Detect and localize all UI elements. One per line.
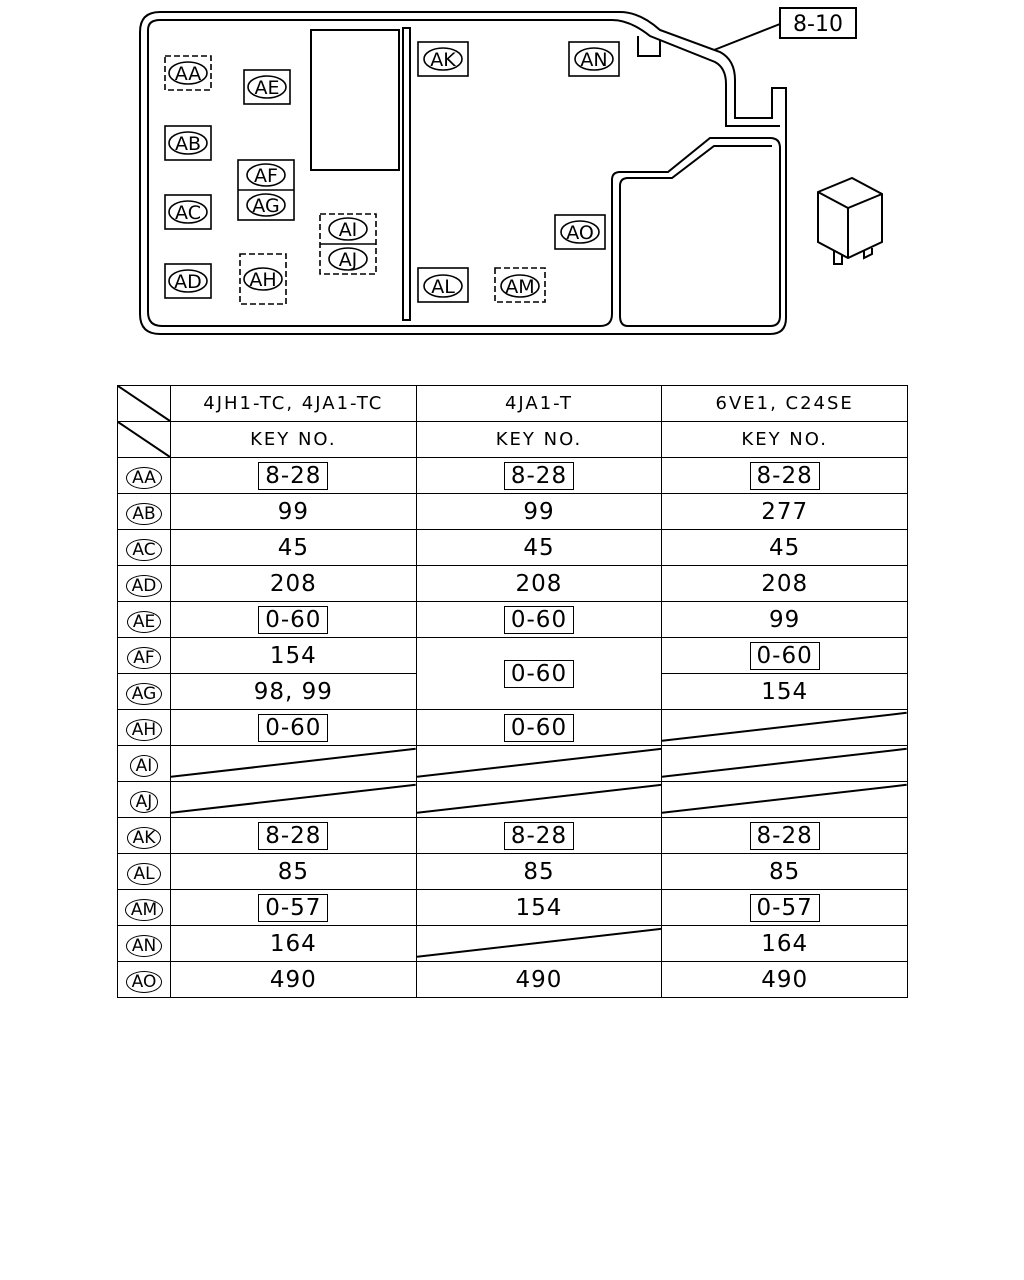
- key-value: 85: [769, 858, 801, 885]
- row-code-label: AD: [126, 575, 163, 597]
- reference-label: 8-10: [793, 12, 843, 37]
- connector-label-ah: AH: [249, 269, 277, 291]
- key-cell: [416, 926, 662, 962]
- table-row: [118, 530, 908, 566]
- table-row: [118, 602, 908, 638]
- key-value: 0-60: [258, 606, 328, 634]
- table-row: [118, 926, 908, 962]
- key-cell: [662, 890, 908, 926]
- model-header: 4JA1-T: [416, 386, 662, 422]
- table-row: [118, 494, 908, 530]
- key-cell: [171, 494, 417, 530]
- row-code-label: AO: [126, 971, 163, 993]
- key-cell: [416, 530, 662, 566]
- row-code-label: AN: [126, 935, 162, 957]
- row-code: [118, 674, 171, 710]
- key-value: 154: [269, 642, 317, 669]
- key-value: 154: [761, 678, 809, 705]
- key-cell: [171, 854, 417, 890]
- connector-label-ab: AB: [174, 133, 202, 155]
- key-value: 8-28: [750, 462, 820, 490]
- connector-label-af: AF: [254, 165, 278, 187]
- key-cell: [662, 710, 908, 746]
- key-value: 0-60: [504, 660, 574, 688]
- row-code-label: AA: [126, 467, 162, 489]
- row-code: [118, 494, 171, 530]
- key-value: 208: [515, 570, 563, 597]
- key-value: 85: [277, 858, 309, 885]
- row-code-label: AH: [126, 719, 162, 741]
- key-value: 0-60: [504, 606, 574, 634]
- row-code-label: AI: [130, 755, 159, 777]
- table-row: [118, 746, 908, 782]
- key-value: 0-60: [504, 714, 574, 742]
- row-code: [118, 854, 171, 890]
- key-value: 164: [761, 930, 809, 957]
- key-cell: [662, 530, 908, 566]
- relay-box-diagram: [0, 0, 1024, 360]
- row-code-label: AB: [126, 503, 161, 525]
- key-cell: [662, 926, 908, 962]
- connector-label-aa: AA: [174, 63, 202, 85]
- connector-label-ad: AD: [174, 271, 202, 293]
- key-value: 45: [769, 534, 801, 561]
- key-cell: [171, 818, 417, 854]
- row-code-label: AJ: [130, 791, 159, 813]
- key-value: 99: [769, 606, 801, 633]
- row-code: [118, 782, 171, 818]
- key-cell: [171, 566, 417, 602]
- key-value: 8-28: [258, 462, 328, 490]
- key-cell: [171, 710, 417, 746]
- key-cell: [416, 890, 662, 926]
- subheader-row: [118, 422, 908, 458]
- key-cell: [171, 530, 417, 566]
- row-code: [118, 530, 171, 566]
- table-row: [118, 782, 908, 818]
- key-cell: [662, 458, 908, 494]
- key-cell: [416, 638, 662, 710]
- key-cell: [662, 638, 908, 674]
- row-code: [118, 746, 171, 782]
- key-value: 0-60: [750, 642, 820, 670]
- table-row: [118, 854, 908, 890]
- key-cell: [662, 962, 908, 998]
- key-value: 45: [277, 534, 309, 561]
- key-value: 490: [761, 966, 809, 993]
- key-cell: [662, 854, 908, 890]
- table-row: [118, 566, 908, 602]
- key-cell: [416, 854, 662, 890]
- key-value: 99: [523, 498, 555, 525]
- model-header: 6VE1, C24SE: [662, 386, 908, 422]
- key-cell: [662, 746, 908, 782]
- key-cell: [171, 926, 417, 962]
- row-code: [118, 638, 171, 674]
- key-value: 99: [277, 498, 309, 525]
- row-code-label: AM: [125, 899, 163, 921]
- key-cell: [416, 746, 662, 782]
- row-code: [118, 818, 171, 854]
- connector-label-am: AM: [505, 276, 535, 298]
- key-cell: [416, 962, 662, 998]
- key-no-header: KEY NO.: [171, 422, 417, 458]
- row-code: [118, 710, 171, 746]
- row-code: [118, 602, 171, 638]
- housing-outline: [140, 12, 786, 334]
- key-value: 277: [761, 498, 809, 525]
- key-cell: [416, 710, 662, 746]
- key-no-header: KEY NO.: [662, 422, 908, 458]
- key-cell: [171, 890, 417, 926]
- key-value: 85: [523, 858, 555, 885]
- model-header: 4JH1-TC, 4JA1-TC: [171, 386, 417, 422]
- header-row: [118, 386, 908, 422]
- key-cell: [662, 782, 908, 818]
- row-code-label: AE: [127, 611, 161, 633]
- row-code-label: AF: [127, 647, 160, 669]
- key-number-table: [117, 385, 908, 998]
- key-cell: [662, 494, 908, 530]
- key-cell: [662, 602, 908, 638]
- key-value: 98, 99: [253, 678, 333, 705]
- key-value: 208: [269, 570, 317, 597]
- corner-cell: [118, 386, 171, 422]
- key-cell: [171, 674, 417, 710]
- table-row: [118, 638, 908, 674]
- relay-icon: [818, 178, 882, 264]
- key-cell: [416, 782, 662, 818]
- corner-cell: [118, 422, 171, 458]
- row-code-label: AK: [127, 827, 162, 849]
- key-no-header: KEY NO.: [416, 422, 662, 458]
- connector-label-ai: AI: [338, 219, 358, 241]
- key-cell: [416, 458, 662, 494]
- row-code-label: AL: [127, 863, 160, 885]
- key-cell: [171, 458, 417, 494]
- row-code-label: AC: [126, 539, 161, 561]
- key-value: 490: [515, 966, 563, 993]
- table-row: [118, 710, 908, 746]
- key-value: 45: [523, 534, 555, 561]
- key-cell: [416, 566, 662, 602]
- connector-label-an: AN: [580, 49, 608, 71]
- connector-label-al: AL: [431, 276, 455, 298]
- key-cell: [171, 962, 417, 998]
- row-code: [118, 962, 171, 998]
- key-value: 164: [269, 930, 317, 957]
- key-cell: [662, 674, 908, 710]
- row-code: [118, 926, 171, 962]
- row-code: [118, 566, 171, 602]
- key-cell: [416, 602, 662, 638]
- key-value: 0-57: [258, 894, 328, 922]
- key-cell: [171, 638, 417, 674]
- key-cell: [171, 782, 417, 818]
- table-row: [118, 458, 908, 494]
- key-value: 0-57: [750, 894, 820, 922]
- key-value: 154: [515, 894, 563, 921]
- row-code-label: AG: [126, 683, 163, 705]
- key-value: 0-60: [258, 714, 328, 742]
- key-value: 8-28: [750, 822, 820, 850]
- table-row: [118, 890, 908, 926]
- key-value: 8-28: [258, 822, 328, 850]
- key-cell: [662, 566, 908, 602]
- key-value: 8-28: [504, 462, 574, 490]
- key-value: 8-28: [504, 822, 574, 850]
- connector-label-ao: AO: [566, 222, 594, 244]
- table-row: [118, 962, 908, 998]
- connector-label-ac: AC: [175, 202, 201, 224]
- key-cell: [171, 746, 417, 782]
- key-value: 490: [269, 966, 317, 993]
- table-row: [118, 818, 908, 854]
- key-cell: [416, 818, 662, 854]
- connector-label-ak: AK: [430, 49, 456, 71]
- row-code: [118, 458, 171, 494]
- key-value: 208: [761, 570, 809, 597]
- row-code: [118, 890, 171, 926]
- key-cell: [171, 602, 417, 638]
- key-cell: [662, 818, 908, 854]
- connector-label-aj: AJ: [338, 249, 358, 271]
- connector-label-ae: AE: [254, 77, 280, 99]
- key-cell: [416, 494, 662, 530]
- connector-label-ag: AG: [252, 195, 280, 217]
